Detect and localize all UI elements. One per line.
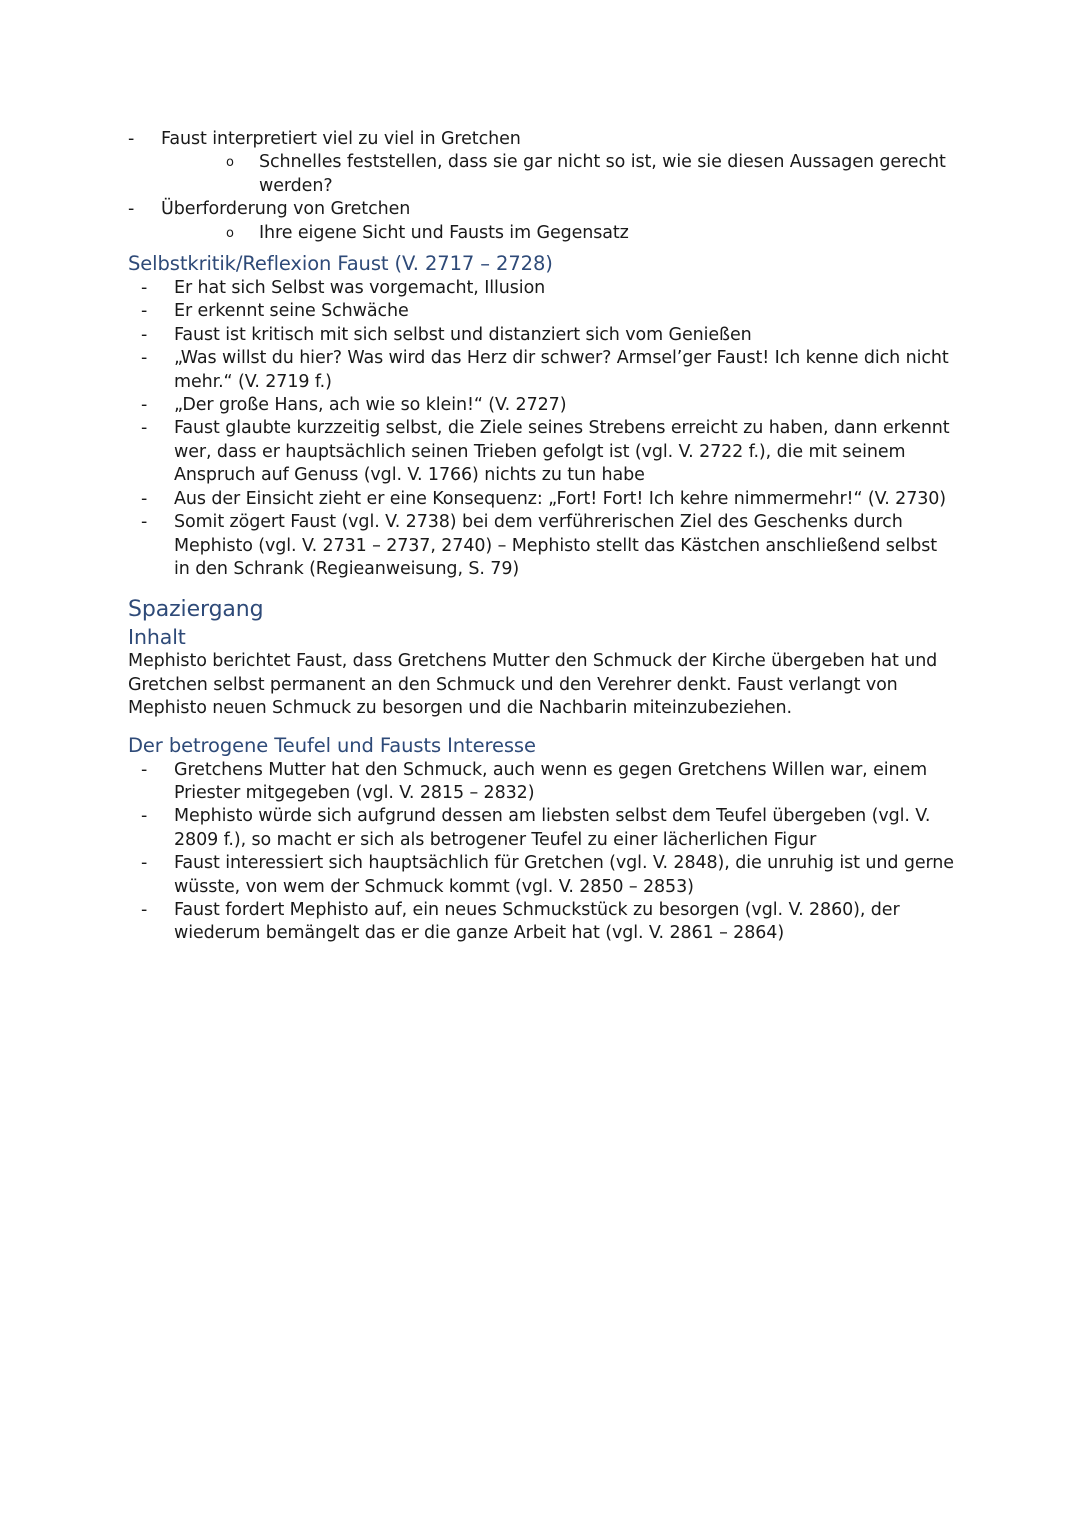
list-item-text: „Der große Hans, ach wie so klein!“ (V. 2727) [174, 395, 567, 416]
list-item-text: Faust fordert Mephisto auf, ein neues Schmuckstück zu besorgen (vgl. V. 2860), der wiederum bemängelt das er die ganze Arbeit hat (vgl. V. 2861 – 2864) [174, 899, 900, 944]
list-item [128, 511, 958, 581]
list-item-text: Faust glaubte kurzzeitig selbst, die Ziele seines Strebens erreicht zu haben, dann erkennt wer, dass er hauptsächlich seinen Trieben gefolgt ist (vgl. V. 2722 f.), die mit seinem Anspruch auf Genuss (vgl. V. 1766) nichts zu tun habe [174, 418, 950, 486]
section-heading-selbstkritik: Selbstkritik/Reflexion Faust (V. 2717 – 2728) [128, 252, 553, 276]
sub-list-item-text: Schnelles feststellen, dass sie gar nicht so ist, wie sie diesen Aussagen gerecht werden? [259, 152, 946, 196]
list-item [128, 488, 958, 511]
list-item [128, 417, 958, 487]
dash-bullet: - [128, 199, 135, 220]
list-item [128, 347, 958, 394]
dash-bullet: - [141, 806, 148, 827]
list-item [128, 759, 958, 806]
teufel-list [128, 759, 958, 946]
list-item-text: Gretchens Mutter hat den Schmuck, auch wenn es gegen Gretchens Willen war, einem Priester mitgegeben (vgl. V. 2815 – 2832) [174, 759, 928, 803]
dash-bullet: - [141, 348, 148, 369]
dash-bullet: - [141, 759, 148, 780]
list-item-text: Aus der Einsicht zieht er eine Konsequenz: „Fort! Fort! Ich kehre nimmermehr!“ (V. 2730) [174, 488, 947, 509]
section-heading-spaziergang: Spaziergang [128, 597, 264, 623]
dash-bullet: - [128, 129, 135, 149]
list-item [128, 300, 958, 323]
document-page [128, 128, 958, 946]
dash-bullet: - [141, 395, 148, 416]
list-item [128, 128, 958, 151]
subheading-inhalt: Inhalt [128, 625, 186, 650]
list-item-text: Faust interessiert sich hauptsächlich für Gretchen (vgl. V. 2848), die unruhig ist und gerne wüsste, von wem der Schmuck kommt (vgl. V. 2850 – 2853) [174, 853, 954, 897]
section-heading-teufel: Der betrogene Teufel und Fausts Interesse [128, 733, 536, 757]
intro-list [128, 128, 958, 245]
dash-bullet: - [141, 324, 148, 345]
dash-bullet: - [141, 512, 148, 533]
dash-bullet: - [141, 899, 148, 920]
sub-list-item [128, 151, 958, 198]
list-item [128, 324, 958, 347]
sub-list-item-text: Ihre eigene Sicht und Fausts im Gegensatz [259, 222, 629, 243]
list-item [128, 899, 958, 946]
dash-bullet: - [141, 301, 148, 322]
circle-bullet: o [226, 155, 234, 171]
list-item-text: Faust interpretiert viel zu viel in Gretchen [161, 129, 521, 149]
list-item-text: „Was willst du hier? Was wird das Herz dir schwer? Armsel’ger Faust! Ich kenne dich nicht mehr.“ (V. 2719 f.) [174, 348, 949, 392]
dash-bullet: - [141, 278, 148, 299]
list-item [128, 198, 958, 221]
list-item-text: Er hat sich Selbst was vorgemacht, Illusion [174, 278, 546, 299]
list-item [128, 852, 958, 899]
dash-bullet: - [141, 418, 148, 439]
list-item [128, 394, 958, 417]
dash-bullet: - [141, 488, 148, 509]
selbstkritik-list [128, 277, 958, 581]
dash-bullet: - [141, 853, 148, 874]
list-item-text: Mephisto würde sich aufgrund dessen am liebsten selbst dem Teufel übergeben (vgl. V. 2809 f.), so macht er sich als betrogener Teufel zu einer lächerlichen Figur [174, 806, 931, 850]
list-item-text: Überforderung von Gretchen [161, 199, 411, 220]
list-item-text: Er erkennt seine Schwäche [174, 301, 409, 322]
list-item [128, 805, 958, 852]
list-item [128, 277, 958, 300]
sub-list-item [128, 222, 958, 245]
list-item-text: Somit zögert Faust (vgl. V. 2738) bei dem verführerischen Ziel des Geschenks durch Mephisto (vgl. V. 2731 – 2737, 2740) – Mephisto stellt das Kästchen anschließend selbst in den Schrank (Regieanweisung, S. 79) [174, 512, 938, 579]
circle-bullet: o [226, 225, 234, 241]
list-item-text: Faust ist kritisch mit sich selbst und distanziert sich vom Genießen [174, 324, 752, 345]
inhalt-paragraph: Mephisto berichtet Faust, dass Gretchens Mutter den Schmuck der Kirche übergeben hat und Gretchen selbst permanent an den Schmuck und den Verehrer denkt. Faust verlangt von Mephisto neuen Schmuck zu besorgen und die Nachbarin miteinzubeziehen. [128, 651, 938, 719]
